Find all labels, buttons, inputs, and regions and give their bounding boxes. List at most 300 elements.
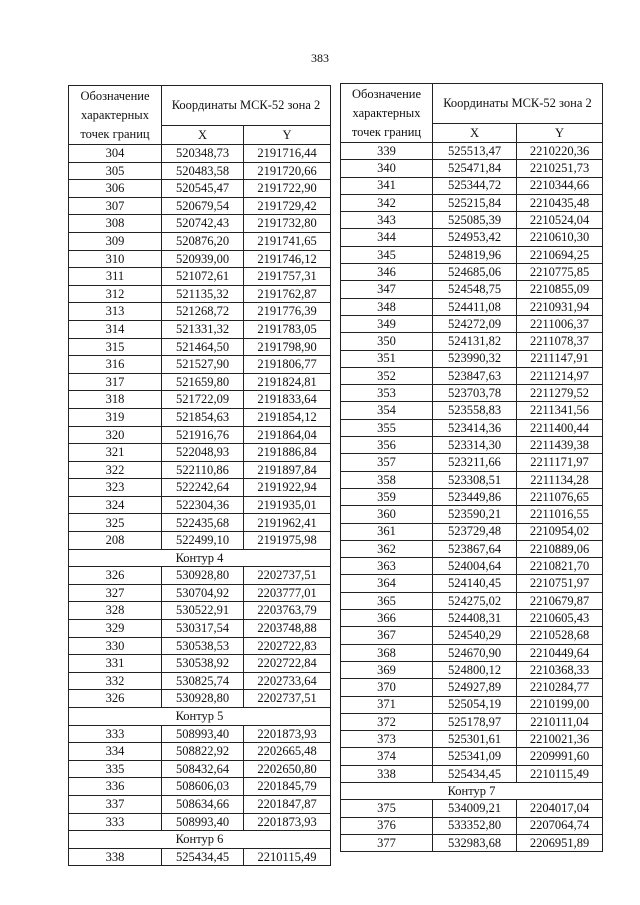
point-cell: 367 (341, 627, 433, 644)
y-coordinate-cell: 2210284,77 (517, 679, 603, 696)
table-row (69, 655, 331, 673)
y-coordinate-cell: 2191732,80 (244, 215, 331, 233)
x-coordinate-cell: 530317,54 (162, 620, 244, 638)
table-row (341, 194, 603, 211)
x-coordinate-cell: 524927,89 (433, 679, 517, 696)
y-coordinate-cell: 2202737,51 (244, 690, 331, 708)
x-coordinate-cell: 508822,92 (162, 743, 244, 761)
point-cell: 343 (341, 212, 433, 229)
y-coordinate-cell: 2210855,09 (517, 281, 603, 298)
table-row (69, 584, 331, 602)
table-row (69, 514, 331, 532)
x-coordinate-cell: 523847,63 (433, 367, 517, 384)
y-coordinate-cell: 2191975,98 (244, 532, 331, 550)
table-row (341, 713, 603, 730)
x-coordinate-cell: 525513,47 (433, 143, 517, 160)
x-coordinate-cell: 532983,68 (433, 834, 517, 851)
x-coordinate-cell: 522242,64 (162, 479, 244, 497)
table-row (69, 725, 331, 743)
point-cell: 315 (69, 338, 162, 356)
point-cell: 341 (341, 177, 433, 194)
table-row (341, 800, 603, 817)
y-coordinate-cell: 2207064,74 (517, 817, 603, 834)
x-coordinate-cell: 530704,92 (162, 584, 244, 602)
table-row (69, 743, 331, 761)
point-cell: 368 (341, 644, 433, 661)
x-coordinate-cell: 522048,93 (162, 444, 244, 462)
y-coordinate-cell: 2211134,28 (517, 471, 603, 488)
table-row (69, 637, 331, 655)
x-coordinate-cell: 524819,96 (433, 246, 517, 263)
x-coordinate-cell: 521135,32 (162, 285, 244, 303)
table-row (69, 496, 331, 514)
table-row (341, 558, 603, 575)
point-cell: 317 (69, 373, 162, 391)
x-coordinate-cell: 530928,80 (162, 567, 244, 585)
point-cell: 354 (341, 402, 433, 419)
point-cell: 328 (69, 602, 162, 620)
x-coordinate-cell: 522499,10 (162, 532, 244, 550)
table-row (69, 232, 331, 250)
point-cell: 311 (69, 268, 162, 286)
table-row (69, 567, 331, 585)
table-row (341, 610, 603, 627)
point-cell: 333 (69, 725, 162, 743)
table-row (341, 506, 603, 523)
x-coordinate-cell: 524670,90 (433, 644, 517, 661)
right-table-body (341, 143, 603, 852)
y-coordinate-cell: 2210889,06 (517, 540, 603, 557)
y-coordinate-cell: 2210115,49 (517, 765, 603, 782)
contour-label: Контур 7 (341, 782, 603, 799)
y-coordinate-cell: 2191962,41 (244, 514, 331, 532)
point-cell: 331 (69, 655, 162, 673)
point-cell: 370 (341, 679, 433, 696)
point-cell: 344 (341, 229, 433, 246)
y-coordinate-cell: 2210775,85 (517, 264, 603, 281)
table-row (69, 672, 331, 690)
point-cell: 327 (69, 584, 162, 602)
y-coordinate-cell: 2201845,79 (244, 778, 331, 796)
table-row (341, 385, 603, 402)
x-coordinate-cell: 530522,91 (162, 602, 244, 620)
x-coordinate-cell: 530825,74 (162, 672, 244, 690)
point-cell: 314 (69, 320, 162, 338)
point-cell: 356 (341, 437, 433, 454)
y-coordinate-cell: 2191922,94 (244, 479, 331, 497)
x-coordinate-cell: 522110,86 (162, 461, 244, 479)
point-cell: 357 (341, 454, 433, 471)
table-row (69, 180, 331, 198)
table-row (341, 160, 603, 177)
table-row (341, 333, 603, 350)
y-coordinate-cell: 2211147,91 (517, 350, 603, 367)
y-coordinate-cell: 2209991,60 (517, 748, 603, 765)
y-coordinate-cell: 2210220,36 (517, 143, 603, 160)
x-coordinate-cell: 520939,00 (162, 250, 244, 268)
x-coordinate-cell: 522435,68 (162, 514, 244, 532)
x-coordinate-cell: 523449,86 (433, 488, 517, 505)
y-coordinate-cell: 2210021,36 (517, 731, 603, 748)
x-coordinate-cell: 523729,48 (433, 523, 517, 540)
x-coordinate-cell: 523867,64 (433, 540, 517, 557)
x-coordinate-cell: 525341,09 (433, 748, 517, 765)
table-row (69, 215, 331, 233)
table-row (341, 367, 603, 384)
table-row (341, 575, 603, 592)
x-column-header: X (162, 125, 244, 144)
x-coordinate-cell: 525434,45 (433, 765, 517, 782)
point-cell: 313 (69, 303, 162, 321)
y-coordinate-cell: 2210694,25 (517, 246, 603, 263)
table-row (341, 298, 603, 315)
x-coordinate-cell: 523590,21 (433, 506, 517, 523)
table-row (341, 350, 603, 367)
table-row (341, 644, 603, 661)
point-cell: 338 (341, 765, 433, 782)
y-coordinate-cell: 2211006,37 (517, 315, 603, 332)
x-coordinate-cell: 525471,84 (433, 160, 517, 177)
y-coordinate-cell: 2211076,65 (517, 488, 603, 505)
table-row (69, 145, 331, 163)
point-cell: 310 (69, 250, 162, 268)
y-coordinate-cell: 2202722,84 (244, 655, 331, 673)
table-row (69, 461, 331, 479)
y-coordinate-cell: 2202737,51 (244, 567, 331, 585)
table-row (341, 437, 603, 454)
table-row (341, 748, 603, 765)
x-coordinate-cell: 525344,72 (433, 177, 517, 194)
table-row (69, 320, 331, 338)
x-coordinate-cell: 523211,66 (433, 454, 517, 471)
point-cell: 352 (341, 367, 433, 384)
point-cell: 346 (341, 264, 433, 281)
y-coordinate-cell: 2201847,87 (244, 795, 331, 813)
point-cell: 332 (69, 672, 162, 690)
x-coordinate-cell: 530538,53 (162, 637, 244, 655)
point-cell: 372 (341, 713, 433, 730)
point-cell: 358 (341, 471, 433, 488)
point-cell: 359 (341, 488, 433, 505)
y-coordinate-cell: 2211078,37 (517, 333, 603, 350)
table-row (69, 162, 331, 180)
x-coordinate-cell: 524272,09 (433, 315, 517, 332)
point-cell: 365 (341, 592, 433, 609)
coordinates-column-header: Координаты МСК-52 зона 2 (162, 86, 331, 126)
table-row (69, 408, 331, 426)
y-coordinate-cell: 2210524,04 (517, 212, 603, 229)
point-cell: 376 (341, 817, 433, 834)
y-coordinate-cell: 2211171,97 (517, 454, 603, 471)
x-coordinate-cell: 533352,80 (433, 817, 517, 834)
y-coordinate-cell: 2210251,73 (517, 160, 603, 177)
table-row (341, 315, 603, 332)
table-row (69, 479, 331, 497)
x-coordinate-cell: 521659,80 (162, 373, 244, 391)
coordinates-table-left (68, 85, 331, 866)
point-cell: 324 (69, 496, 162, 514)
y-coordinate-cell: 2203763,79 (244, 602, 331, 620)
x-coordinate-cell: 525178,97 (433, 713, 517, 730)
contour-section-row (341, 782, 603, 799)
x-coordinate-cell: 520876,20 (162, 232, 244, 250)
coordinates-table-right (340, 83, 603, 852)
table-row (341, 661, 603, 678)
x-coordinate-cell: 524800,12 (433, 661, 517, 678)
table-row (69, 268, 331, 286)
x-coordinate-cell: 523558,83 (433, 402, 517, 419)
point-cell: 369 (341, 661, 433, 678)
point-cell: 304 (69, 145, 162, 163)
point-cell: 333 (69, 813, 162, 831)
table-row (341, 592, 603, 609)
y-coordinate-cell: 2201873,93 (244, 813, 331, 831)
point-cell: 345 (341, 246, 433, 263)
y-coordinate-cell: 2191897,84 (244, 461, 331, 479)
x-coordinate-cell: 524004,64 (433, 558, 517, 575)
point-cell: 342 (341, 194, 433, 211)
point-cell: 323 (69, 479, 162, 497)
table-row (341, 679, 603, 696)
y-coordinate-cell: 2210111,04 (517, 713, 603, 730)
x-coordinate-cell: 525301,61 (433, 731, 517, 748)
point-cell: 362 (341, 540, 433, 557)
point-cell: 326 (69, 690, 162, 708)
y-coordinate-cell: 2191798,90 (244, 338, 331, 356)
contour-section-row (69, 831, 331, 849)
point-cell: 373 (341, 731, 433, 748)
y-coordinate-cell: 2204017,04 (517, 800, 603, 817)
table-row (341, 488, 603, 505)
point-cell: 338 (69, 848, 162, 866)
x-coordinate-cell: 521722,09 (162, 391, 244, 409)
y-coordinate-cell: 2210821,70 (517, 558, 603, 575)
page-number: 383 (311, 51, 329, 65)
point-cell: 305 (69, 162, 162, 180)
coordinates-column-header: Координаты МСК-52 зона 2 (433, 84, 603, 124)
x-coordinate-cell: 523703,78 (433, 385, 517, 402)
x-coordinate-cell: 520679,54 (162, 197, 244, 215)
table-row (341, 540, 603, 557)
x-coordinate-cell: 521527,90 (162, 356, 244, 374)
table-row (69, 197, 331, 215)
y-coordinate-cell: 2210115,49 (244, 848, 331, 866)
y-coordinate-cell: 2210954,02 (517, 523, 603, 540)
point-cell: 339 (341, 143, 433, 160)
table-row (69, 356, 331, 374)
x-coordinate-cell: 508993,40 (162, 813, 244, 831)
x-coordinate-cell: 522304,36 (162, 496, 244, 514)
contour-label: Контур 6 (69, 831, 331, 849)
point-cell: 334 (69, 743, 162, 761)
x-coordinate-cell: 524548,75 (433, 281, 517, 298)
table-row (69, 373, 331, 391)
x-coordinate-cell: 524685,06 (433, 264, 517, 281)
y-coordinate-cell: 2191833,64 (244, 391, 331, 409)
x-coordinate-cell: 534009,21 (433, 800, 517, 817)
point-cell: 312 (69, 285, 162, 303)
y-coordinate-cell: 2210751,97 (517, 575, 603, 592)
point-cell: 366 (341, 610, 433, 627)
y-coordinate-cell: 2191935,01 (244, 496, 331, 514)
point-cell: 320 (69, 426, 162, 444)
y-coordinate-cell: 2211400,44 (517, 419, 603, 436)
y-coordinate-cell: 2191806,77 (244, 356, 331, 374)
point-cell: 321 (69, 444, 162, 462)
x-coordinate-cell: 508634,66 (162, 795, 244, 813)
point-cell: 322 (69, 461, 162, 479)
point-cell: 353 (341, 385, 433, 402)
table-row (69, 848, 331, 866)
contour-label: Контур 5 (69, 708, 331, 726)
x-coordinate-cell: 521268,72 (162, 303, 244, 321)
point-cell: 309 (69, 232, 162, 250)
x-coordinate-cell: 523990,32 (433, 350, 517, 367)
x-coordinate-cell: 530928,80 (162, 690, 244, 708)
table-row (341, 817, 603, 834)
point-cell: 316 (69, 356, 162, 374)
x-coordinate-cell: 508993,40 (162, 725, 244, 743)
x-coordinate-cell: 521072,61 (162, 268, 244, 286)
y-coordinate-cell: 2210344,66 (517, 177, 603, 194)
table-row (341, 523, 603, 540)
point-cell: 308 (69, 215, 162, 233)
y-column-header: Y (244, 125, 331, 144)
x-coordinate-cell: 521854,63 (162, 408, 244, 426)
y-coordinate-cell: 2210610,30 (517, 229, 603, 246)
x-coordinate-cell: 520742,43 (162, 215, 244, 233)
y-coordinate-cell: 2202733,64 (244, 672, 331, 690)
point-cell: 363 (341, 558, 433, 575)
y-coordinate-cell: 2210528,68 (517, 627, 603, 644)
y-coordinate-cell: 2203777,01 (244, 584, 331, 602)
x-coordinate-cell: 523308,51 (433, 471, 517, 488)
point-cell: 377 (341, 834, 433, 851)
y-coordinate-cell: 2206951,89 (517, 834, 603, 851)
table-row (69, 338, 331, 356)
table-row (341, 419, 603, 436)
x-coordinate-cell: 520483,58 (162, 162, 244, 180)
y-coordinate-cell: 2191746,12 (244, 250, 331, 268)
table-row (69, 391, 331, 409)
table-row (69, 532, 331, 550)
y-coordinate-cell: 2210449,64 (517, 644, 603, 661)
y-coordinate-cell: 2191783,05 (244, 320, 331, 338)
x-coordinate-cell: 508606,03 (162, 778, 244, 796)
left-table-body (69, 145, 331, 866)
y-coordinate-cell: 2201873,93 (244, 725, 331, 743)
table-row (341, 281, 603, 298)
y-coordinate-cell: 2210679,87 (517, 592, 603, 609)
x-coordinate-cell: 520348,73 (162, 145, 244, 163)
table-row (341, 696, 603, 713)
point-cell: 361 (341, 523, 433, 540)
point-cell: 330 (69, 637, 162, 655)
table-row (341, 627, 603, 644)
point-cell: 306 (69, 180, 162, 198)
table-row (341, 471, 603, 488)
x-coordinate-cell: 525085,39 (433, 212, 517, 229)
table-row (341, 177, 603, 194)
contour-label: Контур 4 (69, 549, 331, 567)
x-coordinate-cell: 530538,92 (162, 655, 244, 673)
table-row (341, 765, 603, 782)
y-coordinate-cell: 2191854,12 (244, 408, 331, 426)
table-row (341, 402, 603, 419)
point-cell: 349 (341, 315, 433, 332)
point-cell: 318 (69, 391, 162, 409)
point-cell: 335 (69, 760, 162, 778)
y-coordinate-cell: 2202722,83 (244, 637, 331, 655)
table-row (69, 620, 331, 638)
table-row (341, 264, 603, 281)
point-cell: 307 (69, 197, 162, 215)
table-row (341, 143, 603, 160)
table-row (69, 690, 331, 708)
table-row (341, 246, 603, 263)
x-coordinate-cell: 524953,42 (433, 229, 517, 246)
y-coordinate-cell: 2210931,94 (517, 298, 603, 315)
y-coordinate-cell: 2191729,42 (244, 197, 331, 215)
x-coordinate-cell: 525434,45 (162, 848, 244, 866)
y-coordinate-cell: 2202665,48 (244, 743, 331, 761)
point-cell: 340 (341, 160, 433, 177)
x-coordinate-cell: 521331,32 (162, 320, 244, 338)
y-coordinate-cell: 2211214,97 (517, 367, 603, 384)
y-coordinate-cell: 2211016,55 (517, 506, 603, 523)
point-cell: 319 (69, 408, 162, 426)
y-coordinate-cell: 2210368,33 (517, 661, 603, 678)
point-cell: 337 (69, 795, 162, 813)
point-cell: 336 (69, 778, 162, 796)
point-cell: 355 (341, 419, 433, 436)
y-coordinate-cell: 2191762,87 (244, 285, 331, 303)
x-column-header: X (433, 123, 517, 142)
y-coordinate-cell: 2191722,90 (244, 180, 331, 198)
x-coordinate-cell: 521916,76 (162, 426, 244, 444)
table-row (69, 778, 331, 796)
point-cell: 348 (341, 298, 433, 315)
x-coordinate-cell: 524275,02 (433, 592, 517, 609)
x-coordinate-cell: 525215,84 (433, 194, 517, 211)
y-coordinate-cell: 2191716,44 (244, 145, 331, 163)
y-coordinate-cell: 2191776,39 (244, 303, 331, 321)
point-column-header: Обозначение характерных точек границ (69, 86, 162, 145)
y-coordinate-cell: 2191757,31 (244, 268, 331, 286)
table-row (69, 795, 331, 813)
y-coordinate-cell: 2210435,48 (517, 194, 603, 211)
point-cell: 364 (341, 575, 433, 592)
y-coordinate-cell: 2211341,56 (517, 402, 603, 419)
point-cell: 351 (341, 350, 433, 367)
x-coordinate-cell: 523414,36 (433, 419, 517, 436)
table-row (341, 212, 603, 229)
table-row (69, 285, 331, 303)
y-coordinate-cell: 2191864,04 (244, 426, 331, 444)
table-row (69, 303, 331, 321)
table-row (341, 834, 603, 851)
y-coordinate-cell: 2203748,88 (244, 620, 331, 638)
y-coordinate-cell: 2211439,38 (517, 437, 603, 454)
x-coordinate-cell: 525054,19 (433, 696, 517, 713)
table-row (69, 813, 331, 831)
table-row (341, 731, 603, 748)
point-cell: 375 (341, 800, 433, 817)
y-coordinate-cell: 2191824,81 (244, 373, 331, 391)
table-row (69, 602, 331, 620)
table-row (69, 250, 331, 268)
table-row (341, 229, 603, 246)
